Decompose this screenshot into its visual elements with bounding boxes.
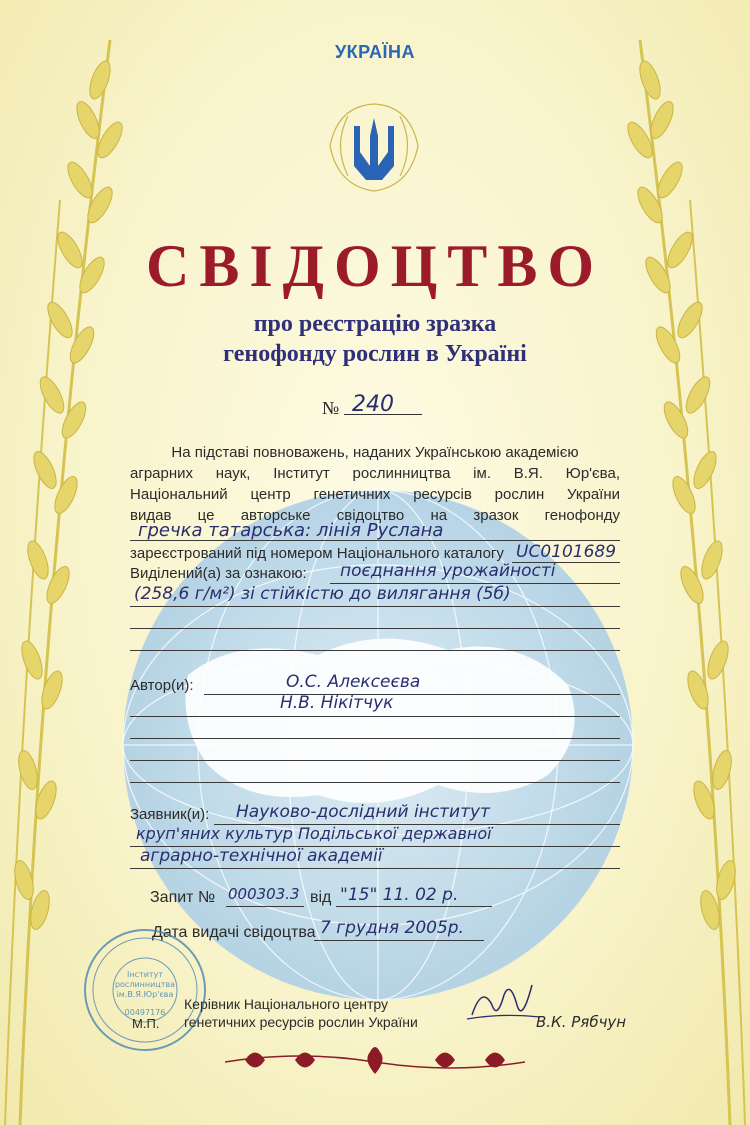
applicant-line-2-text: круп'яних культур Подільської державної xyxy=(136,824,492,843)
author-name-2: Н.В. Нікітчук xyxy=(280,693,394,713)
applicant-line-3 xyxy=(130,868,620,869)
request-from-label: від xyxy=(310,889,332,906)
country-heading: УКРАЇНА xyxy=(334,42,416,62)
number-label: № xyxy=(322,398,340,418)
catalog-number: UC0101689 xyxy=(516,542,617,562)
issue-date: 7 грудня 2005р. xyxy=(320,918,464,938)
signer-name: В.К. Рябчун xyxy=(536,1013,627,1031)
request-date: "15" 11. 02 р. xyxy=(340,885,459,905)
blank-line xyxy=(130,738,620,739)
svg-text:ім.В.Я.Юр'єва: ім.В.Я.Юр'єва xyxy=(116,990,174,999)
issue-date-label: Дата видачі свідоцтва xyxy=(152,924,316,941)
applicant-line-3-text: аграрно-технічної академії xyxy=(140,846,383,866)
head-title-line-1: Керівник Національного центру xyxy=(184,996,389,1012)
feature-value-1: поєднання урожайності xyxy=(340,561,556,581)
blank-line xyxy=(130,760,620,761)
feature-line-2 xyxy=(130,606,620,607)
issue-date-line xyxy=(314,940,484,941)
svg-text:Інститут: Інститут xyxy=(127,970,163,979)
request-number: 000303.3 xyxy=(228,885,300,903)
author-name-1: О.С. Алексеєва xyxy=(286,672,421,692)
sample-name: гречка татарська: лінія Руслана xyxy=(138,520,444,541)
feature-value-2: (258,6 г/м²) зі стійкістю до вилягання (5б) xyxy=(134,584,511,604)
grape-ornament xyxy=(225,1040,525,1080)
intro-line-4: видав це авторське свідоцтво на зразок генофонду xyxy=(130,507,620,524)
blank-line xyxy=(130,782,620,783)
mp-label: М.П. xyxy=(132,1016,160,1031)
author-line-2 xyxy=(130,716,620,717)
intro-line-3: Національний центр генетичних ресурсів рослин України xyxy=(130,486,620,503)
request-number-line xyxy=(226,906,304,907)
catalog-label: зареєстрований під номером Національного каталогу xyxy=(130,545,504,562)
trident-emblem-icon xyxy=(318,96,430,198)
author-line-1 xyxy=(204,694,620,695)
intro-line-1: На підставі повноважень, наданих Українською академією xyxy=(171,444,579,461)
svg-text:рослинництва: рослинництва xyxy=(114,980,176,989)
subtitle-line-1: про реєстрацію зразка xyxy=(253,311,497,337)
request-date-line xyxy=(336,906,492,907)
request-label: Запит № xyxy=(150,889,216,906)
blank-line xyxy=(130,650,620,651)
blank-line xyxy=(130,628,620,629)
certificate-number: 240 xyxy=(352,392,394,417)
applicant-label: Заявник(и): xyxy=(130,806,210,823)
intro-line-2: аграрних наук, Інститут рослинництва ім. В.Я. Юр'єва, xyxy=(130,465,620,482)
intro-paragraph xyxy=(130,442,620,526)
certificate-title: СВІДОЦТВО xyxy=(145,233,605,299)
authors-label: Автор(и): xyxy=(130,677,194,694)
feature-label: Виділений(а) за ознакою: xyxy=(130,565,307,582)
subtitle-line-2: генофонду рослин в Україні xyxy=(223,341,527,367)
svg-text:00497176: 00497176 xyxy=(124,1008,166,1017)
signature xyxy=(462,975,542,1035)
institute-stamp xyxy=(80,925,210,1055)
head-title-line-2: генетичних ресурсів рослин України xyxy=(184,1014,418,1030)
applicant-line-1-text: Науково-дослідний інститут xyxy=(236,802,490,822)
